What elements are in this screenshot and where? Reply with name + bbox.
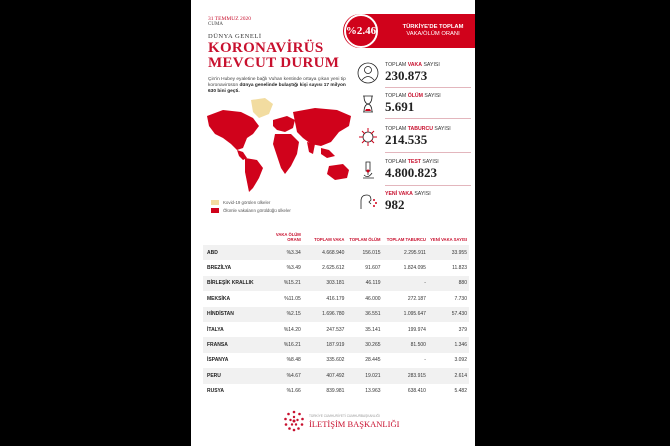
table-cell: 5.482 xyxy=(454,388,467,395)
table-cell: %16.21 xyxy=(283,342,301,349)
table-cell: %3.34 xyxy=(286,249,301,256)
rate-label-sub: VAKA/ÖLÜM ORANI xyxy=(406,31,460,37)
table-cell: 2.295.911 xyxy=(404,249,426,256)
stat-total-recovered xyxy=(357,124,475,152)
date-text: 31 TEMMUZ 2020 xyxy=(208,16,251,22)
table-cell: 57.430 xyxy=(451,311,467,318)
rate-label xyxy=(391,24,475,38)
table-cell: 1.346 xyxy=(454,342,467,349)
divider xyxy=(385,152,471,153)
country-name: FRANSA xyxy=(207,342,228,349)
map-region-europe xyxy=(273,116,295,132)
intro-bold-1: dünya genelinde xyxy=(239,83,278,89)
table-cell: 30.265 xyxy=(365,342,381,349)
table-cell: 272.187 xyxy=(407,295,426,302)
title-line-2: MEVCUT DURUM xyxy=(208,55,340,71)
table-cell: 2.625.612 xyxy=(322,265,345,272)
day-text: CUMA xyxy=(208,22,224,27)
stat-new-cases xyxy=(357,189,475,217)
legend-swatch-red xyxy=(211,208,219,213)
country-name: İTALYA xyxy=(207,326,224,333)
map-region-asia xyxy=(293,108,351,146)
table-cell: 839.981 xyxy=(326,388,345,395)
legend-label-1: Kovid-19 görülen ülkeler xyxy=(223,199,271,205)
map-region-australia xyxy=(327,164,349,180)
table-cell: 1.696.780 xyxy=(322,311,345,318)
table-cell: 81.500 xyxy=(410,342,426,349)
table-cell: 3.092 xyxy=(454,357,467,364)
col-total-deaths: TOPLAM ÖLÜM xyxy=(349,237,381,242)
country-name: BREZİLYA xyxy=(207,265,232,272)
country-name: HİNDİSTAN xyxy=(207,311,234,318)
table-cell: 46.119 xyxy=(365,280,381,287)
table-cell: 199.974 xyxy=(407,326,426,333)
legend-item-deaths xyxy=(211,206,291,214)
intro-bold-2: bulaştığı kişi sayısı 17 milyon 630 bini geçti. xyxy=(208,83,346,95)
stat-value: 4.800.823 xyxy=(385,165,437,180)
world-map xyxy=(203,98,355,194)
table-cell: 379 xyxy=(458,326,467,333)
table-cell: %14.20 xyxy=(283,326,301,333)
stat-label: TOPLAM VAKA SAYISI xyxy=(385,62,440,68)
legend-label-2: Ölümle vakaların görüldüğü ülkeler xyxy=(223,207,291,213)
country-name: MEKSİKA xyxy=(207,295,231,302)
divider xyxy=(385,185,471,186)
table-header-row xyxy=(203,232,469,245)
country-name: RUSYA xyxy=(207,388,225,395)
stat-value: 214.535 xyxy=(385,132,428,147)
page-title xyxy=(208,41,358,71)
table-cell: 13.963 xyxy=(365,388,381,395)
table-cell: 416.179 xyxy=(326,295,345,302)
table-cell: 335.602 xyxy=(326,357,345,364)
map-region-india xyxy=(307,142,315,154)
table-cell: %4.67 xyxy=(286,372,301,379)
org-name: İLETİŞİM BAŞKANLIĞI xyxy=(309,419,400,429)
table-cell: 1.824.095 xyxy=(403,265,426,272)
stat-value: 230.873 xyxy=(385,68,428,83)
table-cell: 11.823 xyxy=(452,265,467,272)
stat-label: TOPLAM TEST SAYISI xyxy=(385,159,439,165)
country-name: İSPANYA xyxy=(207,357,229,364)
table-cell: %15.21 xyxy=(283,280,301,287)
org-small-text: TÜRKİYE CUMHURİYETİ CUMHURBAŞKANLIĞI xyxy=(309,414,380,418)
cough-icon xyxy=(357,191,379,213)
divider xyxy=(385,118,471,119)
table-row xyxy=(203,337,469,352)
country-name: PERU xyxy=(207,372,221,379)
col-total-cases: TOPLAM VAKA xyxy=(314,237,345,242)
title-line-1: KORONAVİRÜS xyxy=(208,40,324,56)
stat-label: YENİ VAKA SAYISI xyxy=(385,191,431,197)
table-cell: 2.614 xyxy=(454,372,467,379)
table-cell: 33.955 xyxy=(451,249,467,256)
table-row xyxy=(203,368,469,383)
table-cell: 156.015 xyxy=(362,249,381,256)
table-cell: %3.49 xyxy=(286,265,301,272)
table-cell: 283.915 xyxy=(407,372,426,379)
stat-value: 982 xyxy=(385,197,405,212)
footer-logo xyxy=(283,410,400,442)
table-row xyxy=(203,291,469,306)
table-row xyxy=(203,307,469,322)
stat-label: TOPLAM ÖLÜM SAYISI xyxy=(385,93,441,99)
stat-value: 5.691 xyxy=(385,99,415,114)
stat-total-deaths xyxy=(357,91,475,119)
country-table xyxy=(203,232,469,399)
table-cell: 1.095.647 xyxy=(403,311,426,318)
rate-value: %2.46 xyxy=(344,14,378,48)
table-cell: %2.15 xyxy=(286,311,301,318)
col-death-rate: VAKA ÖLÜM ORANI xyxy=(275,232,301,242)
table-cell: 187.919 xyxy=(326,342,345,349)
map-region-greenland xyxy=(251,98,273,118)
table-row xyxy=(203,353,469,368)
table-cell: 35.141 xyxy=(365,326,381,333)
table-cell: - xyxy=(424,280,426,287)
table-cell: %8.48 xyxy=(286,357,301,364)
microscope-icon xyxy=(357,159,379,181)
legend-item-covid xyxy=(211,198,291,206)
title-prefix: DÜNYA GENELİ xyxy=(208,33,262,40)
emblem-icon xyxy=(283,410,305,432)
date-stamp xyxy=(208,16,251,28)
rate-label-main: TÜRKİYE'DE TOPLAM xyxy=(402,24,464,30)
map-region-south-america xyxy=(245,158,263,192)
table-cell: 247.537 xyxy=(326,326,345,333)
table-cell: 91.607 xyxy=(365,265,381,272)
table-cell: 19.021 xyxy=(365,372,381,379)
country-name: ABD xyxy=(207,249,218,256)
table-row xyxy=(203,384,469,399)
col-country xyxy=(203,232,267,245)
stat-total-cases xyxy=(357,60,475,88)
table-cell: - xyxy=(424,357,426,364)
divider xyxy=(385,87,471,88)
virus-icon xyxy=(357,126,379,148)
map-region-north-america xyxy=(207,110,259,150)
table-cell: %11.05 xyxy=(284,295,301,302)
table-cell: 36.551 xyxy=(365,311,381,318)
table-row xyxy=(203,322,469,337)
table-cell: 303.181 xyxy=(326,280,345,287)
col-total-recovered: TOPLAM TABURCU xyxy=(386,237,426,242)
map-legend xyxy=(211,198,291,214)
table-cell: 407.492 xyxy=(326,372,345,379)
table-cell: 4.668.940 xyxy=(322,249,345,256)
table-row xyxy=(203,276,469,291)
intro-part-1: Çin'in Hubey eyaletine bağlı Vuhan kentinde ortaya çıkan yeni tip koronavirüsün xyxy=(208,77,346,89)
table-cell: %1.66 xyxy=(286,388,301,395)
table-cell: 7.730 xyxy=(454,295,467,302)
table-row xyxy=(203,245,469,260)
table-cell: 638.410 xyxy=(407,388,426,395)
stat-label: TOPLAM TABURCU SAYISI xyxy=(385,126,451,132)
country-name: BİRLEŞİK KRALLIK xyxy=(207,280,254,287)
infographic-page xyxy=(191,0,475,446)
map-region-africa xyxy=(273,134,299,174)
legend-swatch-yellow xyxy=(211,200,219,205)
col-new-cases: YENİ VAKA SAYISI xyxy=(430,237,467,242)
turkey-rate-banner xyxy=(343,14,475,48)
hourglass-icon xyxy=(357,93,379,115)
intro-text xyxy=(208,77,348,96)
map-region-southeast-asia xyxy=(321,148,335,158)
table-cell: 880 xyxy=(458,280,467,287)
table-cell: 28.445 xyxy=(365,357,381,364)
table-row xyxy=(203,260,469,275)
patient-icon xyxy=(357,62,379,84)
table-cell: 46.000 xyxy=(365,295,381,302)
stat-total-tests xyxy=(357,157,475,185)
